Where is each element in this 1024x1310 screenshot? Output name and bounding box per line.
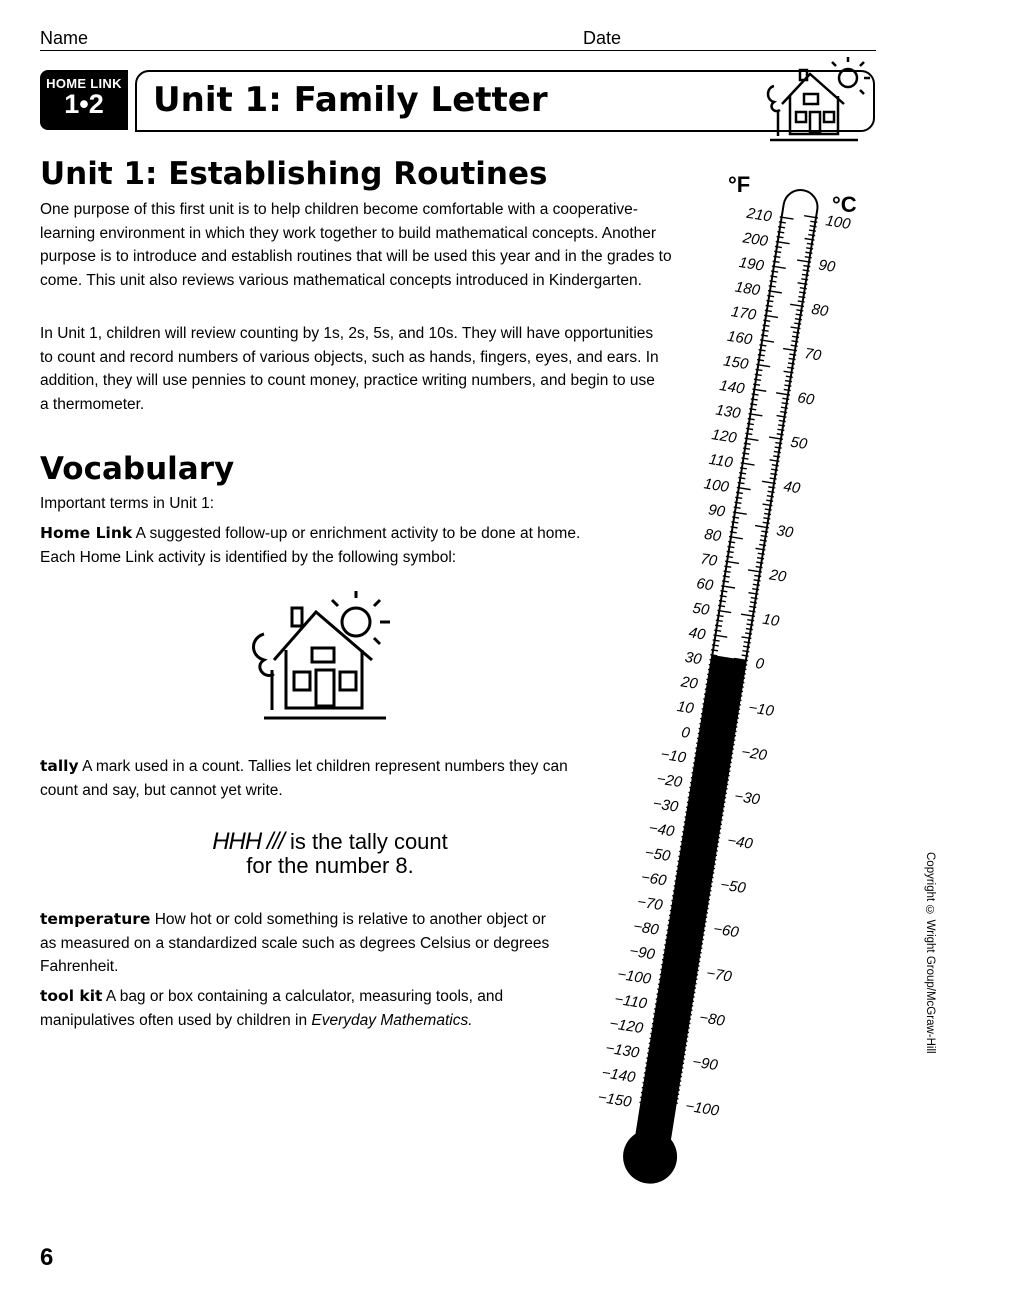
celsius-tick-label: 70	[803, 345, 823, 365]
celsius-tick-label: 20	[768, 566, 788, 586]
celsius-tick-label: 60	[796, 389, 816, 409]
fahrenheit-tick-label: 150	[722, 352, 750, 374]
fahrenheit-tick-label: 190	[737, 254, 766, 275]
celsius-tick-label: 90	[817, 256, 837, 276]
thermometer-diagram	[540, 160, 880, 1200]
fahrenheit-tick-label: 10	[675, 697, 695, 718]
fahrenheit-tick-label: 0	[680, 723, 692, 742]
celsius-tick-label: −30	[733, 787, 761, 809]
term-home-link: Home Link	[40, 524, 133, 542]
fahrenheit-tick-label: 180	[733, 278, 762, 300]
section-heading-vocabulary: Vocabulary	[40, 451, 235, 487]
celsius-tick-label: 0	[754, 654, 766, 674]
fahrenheit-tick-label: 160	[726, 327, 754, 349]
vocab-tool-kit	[40, 985, 560, 1032]
fahrenheit-tick-label: −80	[632, 917, 660, 939]
fahrenheit-tick-label: −130	[604, 1039, 641, 1062]
home-link-badge	[40, 70, 128, 130]
fahrenheit-tick-label: 60	[695, 575, 715, 595]
fahrenheit-tick-label: −150	[596, 1088, 633, 1111]
date-label: Date	[583, 28, 622, 48]
vocab-tally	[40, 755, 600, 802]
celsius-tick-label: −70	[705, 964, 733, 986]
fahrenheit-tick-label: 100	[702, 475, 731, 497]
home-link-symbol-house-icon	[244, 590, 394, 725]
celsius-tick-label: 40	[782, 477, 802, 498]
celsius-tick-label: 80	[810, 300, 830, 321]
vocab-home-link	[40, 522, 600, 569]
tally-line-1: is the tally count	[290, 829, 448, 854]
fahrenheit-tick-label: 70	[699, 550, 719, 570]
celsius-tick-label: −20	[740, 743, 768, 765]
fahrenheit-tick-label: −60	[639, 868, 668, 890]
celsius-tick-label: −90	[691, 1053, 719, 1075]
fahrenheit-tick-label: 30	[683, 648, 703, 669]
celsius-tick-label: −10	[747, 699, 775, 720]
fahrenheit-tick-label: 40	[687, 624, 707, 644]
fahrenheit-tick-label: −40	[647, 819, 676, 841]
fahrenheit-tick-label: 20	[679, 673, 699, 693]
fahrenheit-tick-label: −10	[659, 745, 688, 767]
fahrenheit-tick-label: 130	[714, 401, 742, 423]
fahrenheit-tick-label: 200	[741, 229, 769, 251]
celsius-tick-label: −60	[712, 920, 740, 942]
fahrenheit-tick-label: −100	[616, 965, 653, 988]
routines-paragraph-1: One purpose of this first unit is to help children become comfortable with a cooperative-learning environment in which they work together to build mathematical concepts. Another purpose is to introduce and establish routines that will be used this year and in the grades to come. This unit also reviews various mathematical concepts introduced in Kindergarten.	[40, 201, 672, 289]
fahrenheit-tick-label: 120	[710, 426, 738, 447]
fahrenheit-tick-label: −140	[600, 1064, 637, 1087]
tally-line-2: for the number 8.	[246, 853, 414, 878]
vocab-temperature	[40, 908, 560, 979]
celsius-tick-label: 100	[824, 212, 852, 233]
celsius-tick-label: −100	[684, 1097, 721, 1120]
fahrenheit-tick-label: 50	[691, 599, 711, 620]
home-link-number: 1•2	[64, 89, 104, 119]
home-link-house-icon	[760, 56, 880, 144]
fahrenheit-tick-label: 170	[729, 303, 758, 324]
name-label: Name	[40, 28, 89, 48]
section-heading-routines: Unit 1: Establishing Routines	[40, 156, 548, 192]
term-tally: tally	[40, 757, 79, 775]
fahrenheit-tick-label: 110	[707, 450, 734, 472]
routines-paragraph-2: In Unit 1, children will review counting by 1s, 2s, 5s, and 10s. They will have opportunities to count and record numbers of various objects, such as hands, fingers, eyes, and ears. In addition, they will use pennies to count money, practice writing numbers, and begin to use a thermometer.	[40, 325, 659, 413]
def-tool-kit: A bag or box containing a calculator, measuring tools, and manipulatives often used by children in	[40, 988, 504, 1029]
tally-mark: HHH ///	[212, 828, 284, 855]
fahrenheit-tick-label: −50	[643, 844, 672, 865]
celsius-tick-label: −80	[698, 1009, 726, 1030]
fahrenheit-tick-label: 140	[718, 376, 746, 398]
fahrenheit-tick-label: −110	[613, 990, 649, 1013]
vocabulary-intro: Important terms in Unit 1:	[40, 495, 215, 512]
fahrenheit-tick-label: 210	[745, 204, 773, 226]
celsius-tick-label: 50	[789, 433, 809, 454]
fahrenheit-tick-label: −120	[608, 1015, 645, 1038]
def-temperature: How hot or cold something is relative to another object or as measured on a standardized scale such as degrees Celsius or degrees Fahrenheit.	[40, 911, 550, 975]
copyright-notice: Copyright © Wright Group/McGraw-Hill	[924, 852, 936, 1054]
def-tool-kit-italic: Everyday Mathematics.	[311, 1011, 473, 1029]
page-title: Unit 1: Family Letter	[153, 80, 548, 120]
fahrenheit-unit-label: °F	[728, 172, 751, 197]
celsius-tick-label: 10	[761, 610, 781, 631]
fahrenheit-tick-label: −70	[635, 893, 664, 915]
term-temperature: temperature	[40, 910, 151, 928]
def-home-link: A suggested follow-up or enrichment activity to be done at home. Each Home Link activity is identified by the following symbol:	[40, 525, 581, 566]
def-tally: A mark used in a count. Tallies let children represent numbers they can count and say, but cannot yet write.	[40, 758, 568, 799]
celsius-tick-label: −40	[726, 832, 754, 853]
fahrenheit-tick-label: −30	[651, 795, 680, 816]
page-number: 6	[40, 1244, 54, 1271]
celsius-tick-label: 30	[775, 522, 795, 542]
home-link-label: HOME LINK	[46, 76, 122, 91]
fahrenheit-tick-label: −90	[628, 942, 657, 964]
fahrenheit-tick-label: −20	[655, 770, 684, 792]
celsius-tick-label: −50	[719, 876, 747, 898]
tally-example	[180, 830, 480, 878]
term-tool-kit: tool kit	[40, 987, 103, 1005]
fahrenheit-tick-label: 80	[703, 525, 723, 546]
fahrenheit-tick-label: 90	[706, 501, 727, 521]
name-date-line	[40, 28, 876, 51]
celsius-unit-label: °C	[832, 192, 857, 217]
